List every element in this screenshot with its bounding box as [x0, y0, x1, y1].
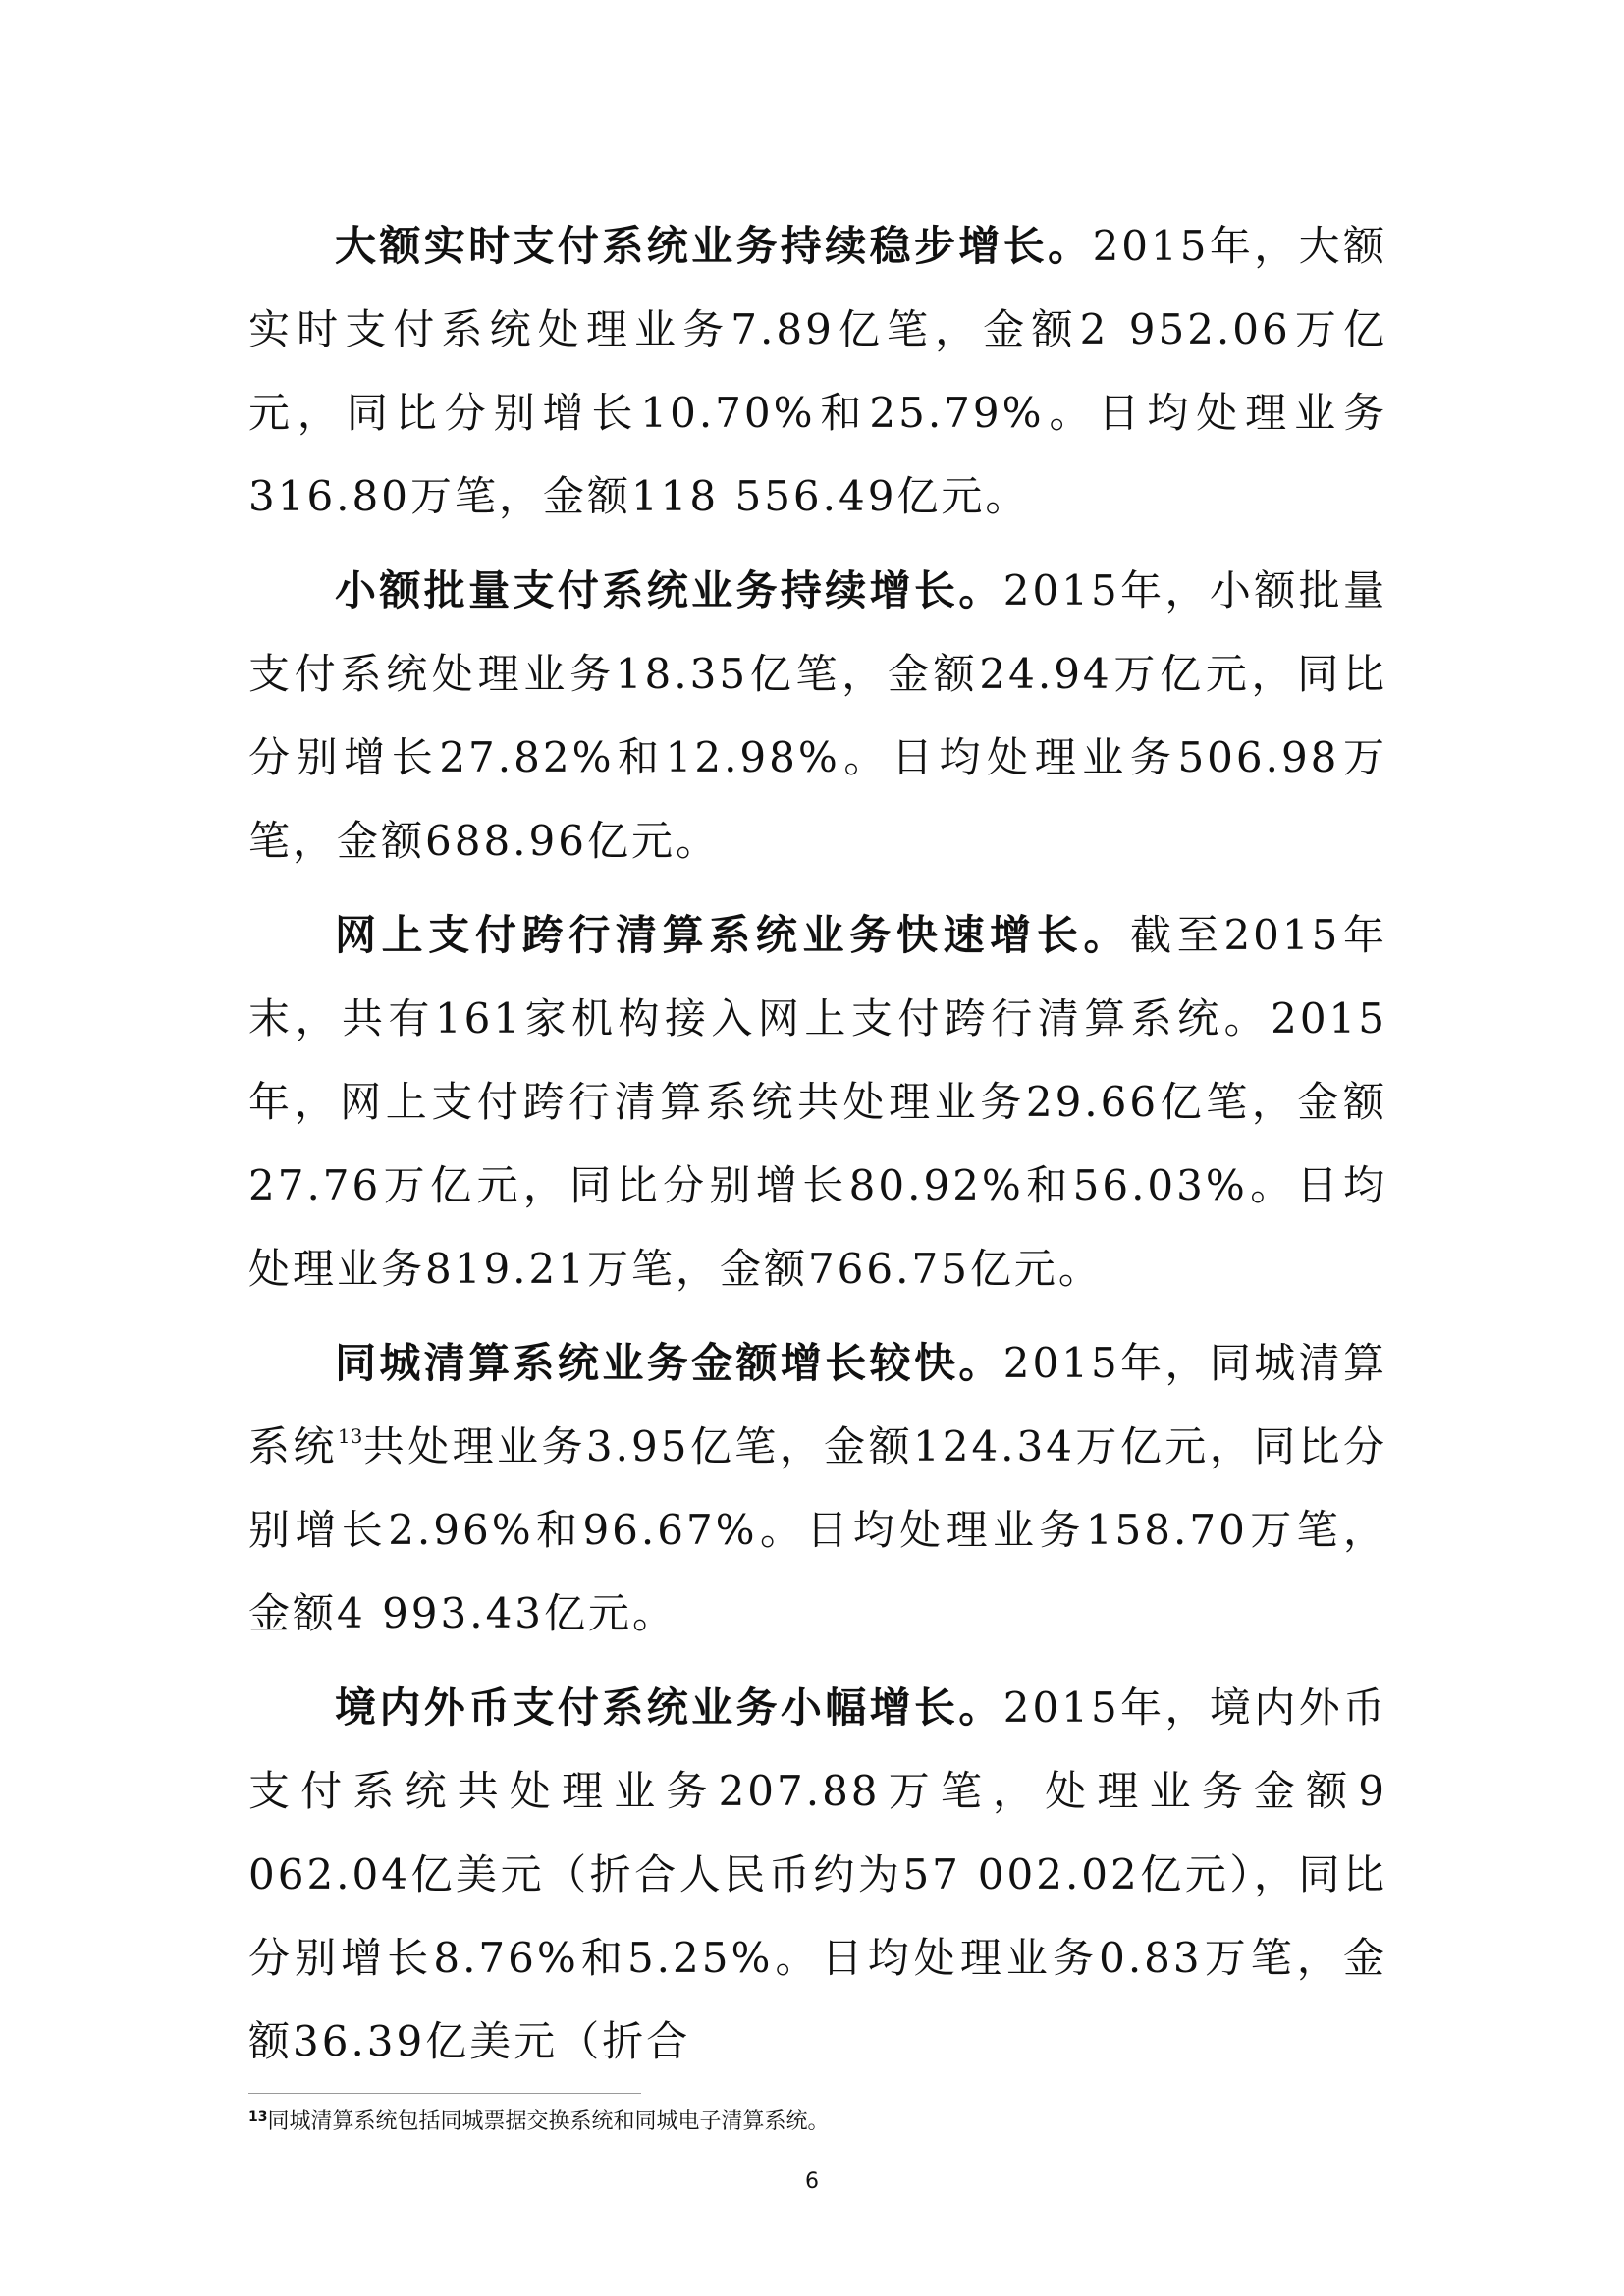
- paragraph-text: 2015年，同城清算系统: [248, 1339, 1387, 1470]
- footnote-reference[interactable]: 13: [337, 1424, 363, 1448]
- paragraph-beps: [248, 549, 1387, 882]
- paragraph-lead: 小额批量支付系统业务持续增长。: [335, 566, 1003, 614]
- footnote: [248, 2108, 1387, 2137]
- footnote-text: 同城清算系统包括同城票据交换系统和同城电子清算系统。: [267, 2109, 830, 2134]
- footnote-marker: 13: [248, 2109, 268, 2125]
- paragraph-lead: 同城清算系统业务金额增长较快。: [335, 1339, 1003, 1387]
- document-body: [248, 204, 1387, 2094]
- paragraph-local-clearing: [248, 1321, 1387, 1655]
- paragraph-text: 2015年，小额批量支付系统处理业务18.35亿笔，金额24.94万亿元，同比分别增长27.82%和12.98%。日均处理业务506.98万笔，金额688.96亿元。: [248, 566, 1387, 865]
- footnote-separator: [248, 2093, 641, 2094]
- paragraph-text: 共处理业务3.95亿笔，金额124.34万亿元，同比分别增长2.96%和96.67%。日均处理业务158.70万笔，金额4 993.43亿元。: [248, 1422, 1387, 1637]
- paragraph-hvps: [248, 204, 1387, 538]
- paragraph-text: 2015年，境内外币支付系统共处理业务207.88万笔，处理业务金额9 062.04亿美元（折合人民币约为57 002.02亿元），同比分别增长8.76%和5.25%。日均处理业务0.83万笔，金额36.39亿美元（折合: [248, 1683, 1387, 2065]
- paragraph-lead: 境内外币支付系统业务小幅增长。: [335, 1683, 1003, 1732]
- page-number: 6: [805, 2169, 819, 2194]
- paragraph-foreign-currency: [248, 1666, 1387, 2083]
- paragraph-text: 截至2015年末，共有161家机构接入网上支付跨行清算系统。2015年，网上支付跨行清算系统共处理业务29.66亿笔，金额27.76万亿元，同比分别增长80.92%和56.03%。日均处理业务819.21万笔，金额766.75亿元。: [248, 911, 1387, 1293]
- paragraph-ibps: [248, 893, 1387, 1310]
- paragraph-lead: 网上支付跨行清算系统业务快速增长。: [335, 911, 1131, 959]
- paragraph-lead: 大额实时支付系统业务持续稳步增长。: [335, 222, 1093, 270]
- paragraph-text: 2015年，大额实时支付系统处理业务7.89亿笔，金额2 952.06万亿元，同比分别增长10.70%和25.79%。日均处理业务316.80万笔，金额118 556.49亿元。: [248, 222, 1387, 520]
